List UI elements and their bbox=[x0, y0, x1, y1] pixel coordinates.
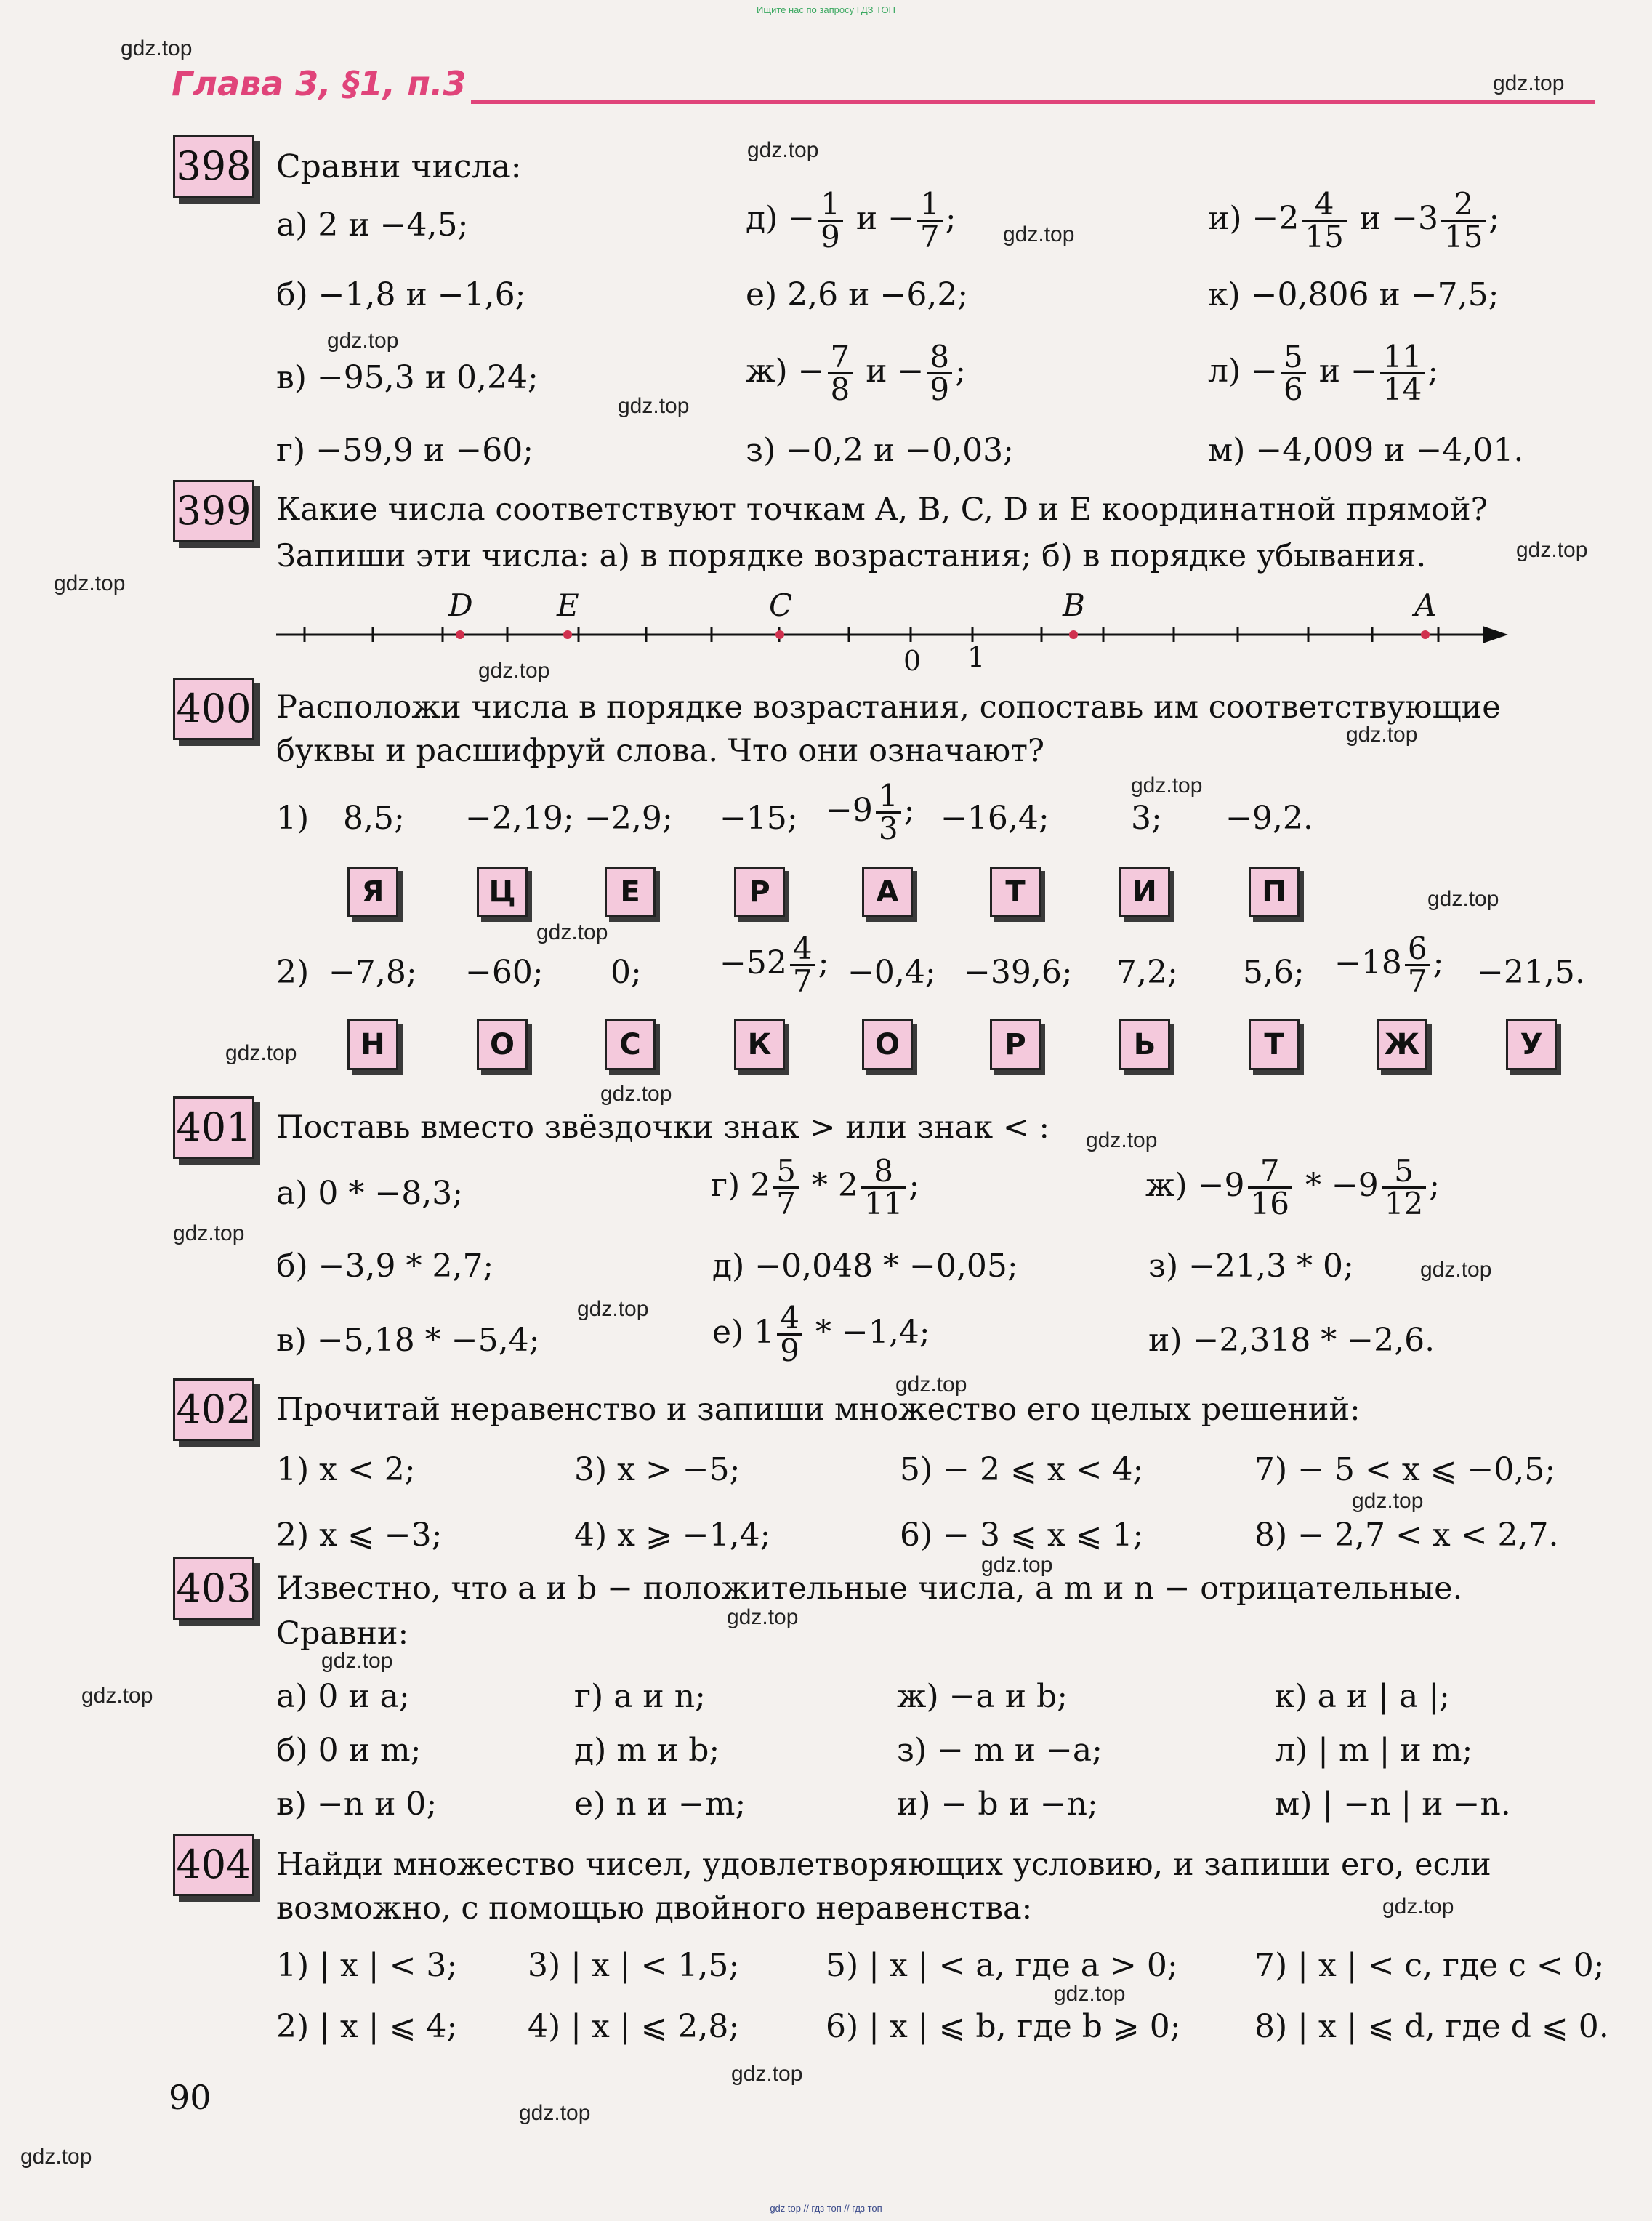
ex398-title: Сравни числа: bbox=[276, 148, 522, 185]
watermark: gdz.top bbox=[20, 2145, 92, 2169]
watermark: gdz.top bbox=[1054, 1982, 1126, 2006]
ex401-b: б) −3,9 * 2,7; bbox=[276, 1248, 494, 1285]
watermark: gdz.top bbox=[478, 659, 550, 683]
ex400-r2-label: 2) bbox=[276, 954, 310, 991]
chapter-header: Глава 3, §1, п.3 bbox=[172, 64, 467, 103]
ex400-r1-n3: −2,9; bbox=[584, 800, 673, 837]
letter-box: А bbox=[862, 867, 913, 917]
letter-box: Н bbox=[347, 1019, 398, 1070]
header-rule bbox=[471, 100, 1595, 104]
exercise-number-401: 401 bbox=[173, 1096, 254, 1159]
watermark: gdz.top bbox=[327, 329, 399, 353]
watermark: gdz.top bbox=[618, 394, 690, 418]
ex399-line1: Какие числа соответствуют точкам A, B, C, D и E координатной прямой? bbox=[276, 491, 1488, 528]
ex403-zh: ж) −a и b; bbox=[897, 1678, 1068, 1715]
ex400-r2-n5: −0,4; bbox=[847, 954, 936, 991]
letter-box: Ь bbox=[1119, 1019, 1170, 1070]
ex404-line1: Найди множество чисел, удовлетворяющих условию, и запиши его, если bbox=[276, 1847, 1491, 1883]
top-hint: Ищите нас по запросу ГДЗ ТОП bbox=[757, 4, 895, 15]
watermark: gdz.top bbox=[225, 1041, 297, 1065]
ex403-g: г) a и n; bbox=[574, 1678, 706, 1715]
ex403-k: к) a и | a |; bbox=[1275, 1678, 1450, 1715]
watermark: gdz.top bbox=[747, 138, 819, 162]
point-label-c: C bbox=[769, 587, 793, 623]
ex398-g: г) −59,9 и −60; bbox=[276, 432, 534, 469]
watermark: gdz.top bbox=[727, 1605, 799, 1629]
watermark: gdz.top bbox=[1427, 887, 1499, 911]
letter-box: О bbox=[862, 1019, 913, 1070]
letter-box: Я bbox=[347, 867, 398, 917]
ex400-r2-n6: −39,6; bbox=[964, 954, 1073, 991]
ex401-title: Поставь вместо звёздочки знак > или знак < : bbox=[276, 1109, 1050, 1146]
ex403-v: в) −n и 0; bbox=[276, 1786, 438, 1823]
ex398-zh: ж) − $\frac{7}{8}$ и − $\frac{8}{9}$ ; bbox=[746, 339, 966, 407]
watermark: gdz.top bbox=[1086, 1128, 1158, 1152]
ex403-e: е) n и −m; bbox=[574, 1786, 746, 1823]
ex400-line1: Расположи числа в порядке возрастания, сопоставь им соответствующие bbox=[276, 689, 1501, 726]
bottom-hint: gdz top // гдз топ // гдз топ bbox=[770, 2203, 882, 2214]
ex404-line2: возможно, с помощью двойного неравенства: bbox=[276, 1890, 1033, 1927]
ex400-r1-n4: −15; bbox=[720, 800, 798, 837]
ex403-a: а) 0 и a; bbox=[276, 1678, 410, 1715]
watermark: gdz.top bbox=[577, 1297, 649, 1321]
ex400-r2-n7: 7,2; bbox=[1116, 954, 1178, 991]
ex398-k: к) −0,806 и −7,5; bbox=[1208, 276, 1499, 313]
ex403-m: м) | −n | и −n. bbox=[1275, 1786, 1511, 1823]
point-label-b: B bbox=[1063, 587, 1085, 623]
ex398-m: м) −4,009 и −4,01. bbox=[1208, 432, 1524, 469]
ex398-v: в) −95,3 и 0,24; bbox=[276, 359, 539, 396]
ex400-r2-n1: −7,8; bbox=[329, 954, 417, 991]
ex401-zh: ж) −9 $\frac{7}{16}$ * −9 $\frac{5}{12}$ ; bbox=[1145, 1153, 1441, 1221]
watermark: gdz.top bbox=[895, 1373, 967, 1397]
point-label-e: E bbox=[557, 587, 579, 623]
ex403-d: д) m и b; bbox=[574, 1732, 720, 1769]
ex400-r2-n2: −60; bbox=[465, 954, 544, 991]
ex401-v: в) −5,18 * −5,4; bbox=[276, 1322, 540, 1359]
watermark: gdz.top bbox=[1420, 1258, 1492, 1282]
letter-box: Ж bbox=[1377, 1019, 1427, 1070]
ex402-item-3: 3) x > −5; bbox=[574, 1451, 741, 1488]
letter-box: К bbox=[734, 1019, 785, 1070]
ex403-i: и) − b и −n; bbox=[897, 1786, 1098, 1823]
ex400-r1-n8: −9,2. bbox=[1225, 800, 1313, 837]
letter-box: У bbox=[1506, 1019, 1557, 1070]
exercise-number-402: 402 bbox=[173, 1378, 254, 1441]
coordinate-line bbox=[269, 578, 1512, 672]
watermark: gdz.top bbox=[600, 1082, 672, 1106]
letter-box: Т bbox=[1249, 1019, 1300, 1070]
ex398-i: и) −2 $\frac{4}{15}$ и −3 $\frac{2}{15}$ ; bbox=[1208, 186, 1500, 254]
ex402-title: Прочитай неравенство и запиши множество его целых решений: bbox=[276, 1391, 1361, 1428]
watermark: gdz.top bbox=[81, 1684, 153, 1708]
watermark: gdz.top bbox=[1003, 222, 1075, 246]
watermark: gdz.top bbox=[731, 2062, 803, 2086]
ex400-r1-n1: 8,5; bbox=[343, 800, 405, 837]
ex403-line2: Сравни: bbox=[276, 1615, 409, 1652]
letter-box: С bbox=[605, 1019, 656, 1070]
exercise-number-403: 403 bbox=[173, 1557, 254, 1620]
ex404-item-4: 4) | x | ⩽ 2,8; bbox=[528, 2008, 740, 2045]
tick-label-zero: 0 bbox=[903, 645, 922, 672]
watermark: gdz.top bbox=[1131, 774, 1203, 798]
letter-box: Е bbox=[605, 867, 656, 917]
ex401-a: а) 0 * −8,3; bbox=[276, 1175, 464, 1212]
ex400-r1-label: 1) bbox=[276, 800, 310, 837]
watermark: gdz.top bbox=[981, 1553, 1053, 1577]
ex400-r1-n2: −2,19; bbox=[465, 800, 574, 837]
ex403-l: л) | m | и m; bbox=[1275, 1732, 1473, 1769]
ex398-b: б) −1,8 и −1,6; bbox=[276, 276, 526, 313]
ex398-a: а) 2 и −4,5; bbox=[276, 206, 469, 244]
ex401-g: г) 2 $\frac{5}{7}$ * 2 $\frac{8}{11}$ ; bbox=[711, 1153, 920, 1221]
watermark: gdz.top bbox=[536, 920, 608, 944]
ex404-item-8: 8) | x | ⩽ d, где d ⩽ 0. bbox=[1254, 2008, 1609, 2045]
ex400-r1-frac: −9 $\frac{1}{3}$ ; bbox=[826, 778, 915, 846]
ex400-r1-n6: −16,4; bbox=[940, 800, 1049, 837]
letter-box: Т bbox=[990, 867, 1041, 917]
tick-label-one: 1 bbox=[967, 641, 986, 672]
ex399-line2: Запиши эти числа: а) в порядке возрастания; б) в порядке убывания. bbox=[276, 538, 1427, 574]
ex398-z: з) −0,2 и −0,03; bbox=[746, 432, 1014, 469]
exercise-number-400: 400 bbox=[173, 678, 254, 740]
watermark: gdz.top bbox=[1516, 538, 1588, 562]
watermark: gdz.top bbox=[321, 1649, 393, 1673]
ex401-e: е) 1 $\frac{4}{9}$ * −1,4; bbox=[712, 1300, 930, 1368]
ex404-item-1: 1) | x | < 3; bbox=[276, 1947, 458, 1984]
page-number: 90 bbox=[169, 2078, 211, 2117]
exercise-number-398: 398 bbox=[173, 135, 254, 198]
ex398-d: д) − $\frac{1}{9}$ и − $\frac{1}{7}$ ; bbox=[746, 186, 956, 254]
letter-box: Ц bbox=[477, 867, 528, 917]
ex402-item-7: 7) − 5 < x ⩽ −0,5; bbox=[1254, 1451, 1556, 1488]
letter-box: О bbox=[477, 1019, 528, 1070]
ex404-item-6: 6) | x | ⩽ b, где b ⩾ 0; bbox=[826, 2008, 1181, 2045]
watermark: gdz.top bbox=[173, 1221, 245, 1245]
ex402-item-5: 5) − 2 ⩽ x < 4; bbox=[900, 1451, 1144, 1488]
letter-box: П bbox=[1249, 867, 1300, 917]
watermark: gdz.top bbox=[1346, 723, 1418, 747]
ex402-item-2: 2) x ⩽ −3; bbox=[276, 1517, 443, 1554]
letter-box: Р bbox=[734, 867, 785, 917]
watermark: gdz.top bbox=[1352, 1489, 1424, 1513]
ex401-z: з) −21,3 * 0; bbox=[1148, 1248, 1354, 1285]
watermark: gdz.top bbox=[1493, 71, 1565, 95]
watermark: gdz.top bbox=[519, 2101, 591, 2125]
ex401-d: д) −0,048 * −0,05; bbox=[712, 1248, 1018, 1285]
watermark: gdz.top bbox=[1382, 1895, 1454, 1919]
ex398-e: е) 2,6 и −6,2; bbox=[746, 276, 969, 313]
letter-box: Р bbox=[990, 1019, 1041, 1070]
letter-box: И bbox=[1119, 867, 1170, 917]
ex400-r2-frac1: −52 $\frac{4}{7}$ ; bbox=[720, 931, 829, 999]
ex400-r1-n7: 3; bbox=[1131, 800, 1162, 837]
ex404-item-2: 2) | x | ⩽ 4; bbox=[276, 2008, 458, 2045]
ex404-item-3: 3) | x | < 1,5; bbox=[528, 1947, 740, 1984]
ex400-line2: буквы и расшифруй слова. Что они означают? bbox=[276, 733, 1045, 769]
ex401-i: и) −2,318 * −2,6. bbox=[1148, 1322, 1435, 1359]
ex400-r2-n10: −21,5. bbox=[1477, 954, 1585, 991]
watermark: gdz.top bbox=[54, 571, 126, 595]
ex402-item-6: 6) − 3 ⩽ x ⩽ 1; bbox=[900, 1517, 1144, 1554]
ex402-item-8: 8) − 2,7 < x < 2,7. bbox=[1254, 1517, 1559, 1554]
ex403-b: б) 0 и m; bbox=[276, 1732, 422, 1769]
ex404-item-5: 5) | x | < a, где a > 0; bbox=[826, 1947, 1178, 1984]
ex398-l: л) − $\frac{5}{6}$ и − $\frac{11}{14}$ ; bbox=[1208, 339, 1439, 407]
point-label-d: D bbox=[448, 587, 473, 623]
ex403-line1: Известно, что a и b − положительные числа, а m и n − отрицательные. bbox=[276, 1570, 1463, 1607]
ex400-r2-n3: 0; bbox=[611, 954, 642, 991]
watermark: gdz.top bbox=[121, 36, 193, 60]
exercise-number-404: 404 bbox=[173, 1834, 254, 1896]
ex402-item-1: 1) x < 2; bbox=[276, 1451, 416, 1488]
ex400-r2-frac2: −18 $\frac{6}{7}$ ; bbox=[1334, 931, 1444, 999]
ex402-item-4: 4) x ⩾ −1,4; bbox=[574, 1517, 771, 1554]
point-label-a: A bbox=[1414, 587, 1437, 623]
ex400-r2-n8: 5,6; bbox=[1243, 954, 1305, 991]
ex404-item-7: 7) | x | < c, где c < 0; bbox=[1254, 1947, 1605, 1984]
ex403-z: з) − m и −a; bbox=[897, 1732, 1103, 1769]
exercise-number-399: 399 bbox=[173, 480, 254, 542]
